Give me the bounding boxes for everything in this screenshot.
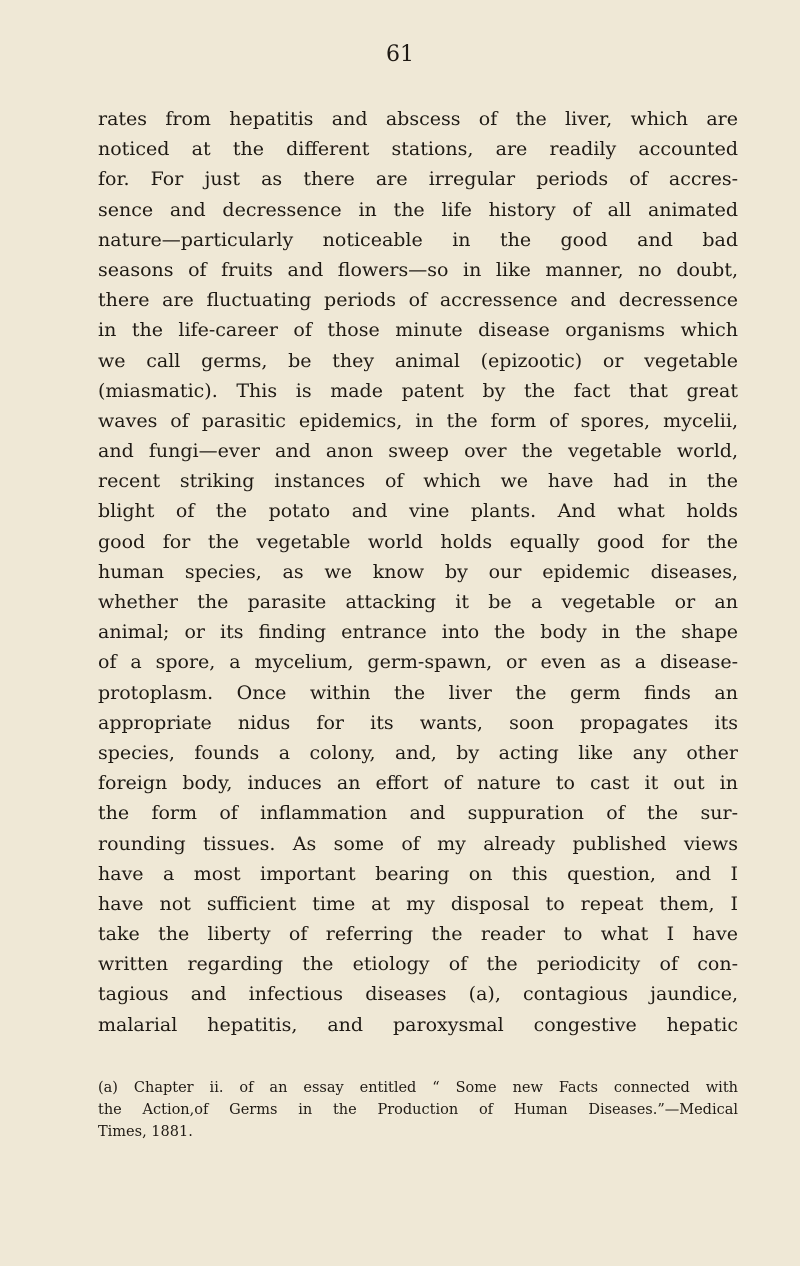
body-line: appropriate nidus for its wants, soon propagates its [98, 711, 738, 734]
footnote [98, 1077, 738, 1143]
footnote-line: (a) Chapter ii. of an essay entitled “ Some new Facts connected with [98, 1080, 738, 1096]
body-line: noticed at the different stations, are readily accounted [98, 138, 738, 161]
body-line: good for the vegetable world holds equally good for the [98, 530, 738, 553]
body-line: rates from hepatitis and abscess of the liver, which are [98, 108, 738, 130]
body-line: human species, as we know by our epidemic diseases, [98, 560, 738, 583]
body-line: we call germs, be they animal (epizootic) or vegetable [98, 349, 738, 372]
body-line: species, founds a colony, and, by acting like any other [98, 741, 738, 764]
body-line: the form of inflammation and suppuration of the sur- [98, 802, 738, 825]
body-line: for. For just as there are irregular periods of accres- [98, 168, 738, 191]
page-number: 61 [386, 42, 414, 67]
footnote-line: the Action,of Germs in the Production of Human Diseases.”—Medical [98, 1102, 738, 1118]
body-line: foreign body, induces an effort of nature to cast it out in [98, 772, 738, 795]
body-line: blight of the potato and vine plants. And what holds [98, 500, 738, 523]
body-line: sence and decressence in the life history of all animated [98, 198, 738, 221]
body-line: seasons of fruits and flowers—so in like manner, no doubt, [98, 258, 738, 281]
body-line: tagious and infectious diseases (a), contagious jaundice, [98, 983, 738, 1006]
body-line: have not sufficient time at my disposal to repeat them, I [98, 892, 738, 915]
body-line: (miasmatic). This is made patent by the fact that great [98, 379, 738, 402]
body-line: nature—particularly noticeable in the good and bad [98, 228, 738, 251]
body-line: recent striking instances of which we have had in the [98, 470, 738, 493]
body-line: have a most important bearing on this question, and I [98, 862, 738, 885]
body-line: and fungi—ever and anon sweep over the vegetable world, [98, 440, 738, 463]
body-line: there are fluctuating periods of accressence and decressence [98, 289, 738, 312]
body-line: animal; or its finding entrance into the body in the shape [98, 621, 738, 644]
body-line: waves of parasitic epidemics, in the form of spores, mycelii, [98, 409, 738, 432]
body-line: protoplasm. Once within the liver the germ finds an [98, 681, 738, 704]
body-line: rounding tissues. As some of my already published views [98, 832, 738, 855]
body-line: malarial hepatitis, and paroxysmal congestive hepatic [98, 1013, 738, 1036]
footnote-line: Times, 1881. [98, 1124, 193, 1140]
body-line: in the life-career of those minute disease organisms which [98, 319, 738, 342]
body-line: take the liberty of referring the reader to what I have [98, 923, 738, 946]
body-line: of a spore, a mycelium, germ-spawn, or even as a disease- [98, 651, 738, 674]
body-text [98, 104, 738, 1040]
body-line: written regarding the etiology of the periodicity of con- [98, 953, 738, 976]
body-line: whether the parasite attacking it be a vegetable or an [98, 591, 738, 613]
